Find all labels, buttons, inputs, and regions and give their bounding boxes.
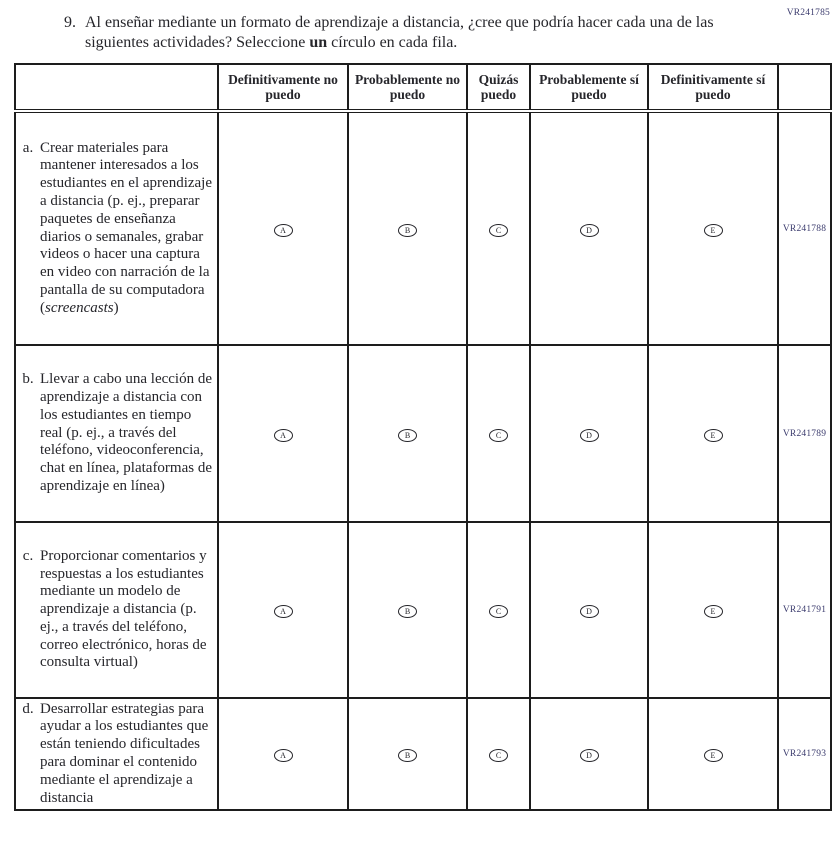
row-letter: b. xyxy=(22,371,34,388)
header-probablemente-no: Probablemente no puedo xyxy=(348,64,467,111)
answer-bubble-d-row-d[interactable]: D xyxy=(580,749,599,762)
answer-bubble-c-row-a[interactable]: C xyxy=(489,224,508,237)
answer-bubble-c-row-d[interactable]: C xyxy=(489,749,508,762)
header-definitivamente-si: Definitivamente sí puedo xyxy=(648,64,778,111)
table-row xyxy=(15,345,831,522)
answer-cell xyxy=(218,345,348,522)
row-form-code: VR241788 xyxy=(778,111,831,345)
answer-bubble-e-row-c[interactable]: E xyxy=(704,605,723,618)
row-text: Desarrollar estrategias para ayudar a los estudiantes que están teniendo dificultades para dominar el contenido mediante el aprendizaje a distancia xyxy=(40,700,209,806)
answer-bubble-a-row-a[interactable]: A xyxy=(274,224,293,237)
answer-cell xyxy=(530,522,648,698)
question-text-part2: círculo en cada fila. xyxy=(327,33,458,51)
row-form-code: VR241793 xyxy=(778,698,831,810)
answer-cell xyxy=(348,345,467,522)
table-row xyxy=(15,522,831,698)
row-form-code: VR241791 xyxy=(778,522,831,698)
header-probablemente-si: Probablemente sí puedo xyxy=(530,64,648,111)
header-definitivamente-no: Definitivamente no puedo xyxy=(218,64,348,111)
answer-cell xyxy=(467,345,530,522)
answer-cell xyxy=(467,698,530,810)
answer-bubble-b-row-b[interactable]: B xyxy=(398,429,417,442)
row-letter: d. xyxy=(22,700,34,717)
question-text-part1: Al enseñar mediante un formato de aprendizaje a distancia, ¿cree que podría hacer cada una de las siguientes actividades? Seleccione xyxy=(85,14,714,51)
answer-bubble-a-row-c[interactable]: A xyxy=(274,605,293,618)
answer-cell xyxy=(530,345,648,522)
answer-bubble-d-row-b[interactable]: D xyxy=(580,429,599,442)
answer-cell xyxy=(530,111,648,345)
answer-bubble-c-row-b[interactable]: C xyxy=(489,429,508,442)
activity-label-cell xyxy=(15,345,218,522)
header-empty-code xyxy=(778,64,831,111)
answer-cell xyxy=(348,522,467,698)
row-letter: a. xyxy=(22,139,34,156)
answer-cell xyxy=(530,698,648,810)
answer-cell xyxy=(648,111,778,345)
row-text: Llevar a cabo una lección de aprendizaje a distancia con los estudiantes en tiempo real (p. ej., a través del teléfono, videoconferencia, chat en línea, plataformas de aprendizaje en línea) xyxy=(40,371,213,494)
answer-bubble-d-row-a[interactable]: D xyxy=(580,224,599,237)
question-block xyxy=(64,13,740,52)
answer-bubble-e-row-a[interactable]: E xyxy=(704,224,723,237)
header-quizas: Quizás puedo xyxy=(467,64,530,111)
question-form-code: VR241785 xyxy=(786,8,830,18)
row-letter: c. xyxy=(22,547,34,564)
header-row xyxy=(15,64,831,111)
response-matrix-table xyxy=(14,63,832,811)
answer-bubble-a-row-b[interactable]: A xyxy=(274,429,293,442)
answer-cell xyxy=(467,111,530,345)
answer-bubble-c-row-c[interactable]: C xyxy=(489,605,508,618)
answer-cell xyxy=(218,698,348,810)
answer-bubble-b-row-d[interactable]: B xyxy=(398,749,417,762)
activity-label-cell xyxy=(15,698,218,810)
answer-cell xyxy=(648,345,778,522)
row-form-code: VR241789 xyxy=(778,345,831,522)
activity-label-cell xyxy=(15,111,218,345)
table-row xyxy=(15,111,831,345)
row-text: Crear materiales para mantener interesados a los estudiantes en el aprendizaje a distancia (p. ej., preparar paquetes de enseñanza diarios o semanales, grabar videos o hacer una captura en video con narración de la pantalla de su computadora (screencasts) xyxy=(40,139,213,316)
answer-cell xyxy=(348,111,467,345)
answer-cell xyxy=(648,522,778,698)
question-text-bold: un xyxy=(309,33,328,51)
answer-bubble-e-row-b[interactable]: E xyxy=(704,429,723,442)
question-text xyxy=(85,13,740,52)
question-number: 9. xyxy=(64,14,76,31)
table-row xyxy=(15,698,831,810)
activity-label-cell xyxy=(15,522,218,698)
header-empty-corner xyxy=(15,64,218,111)
answer-cell xyxy=(348,698,467,810)
answer-bubble-b-row-a[interactable]: B xyxy=(398,224,417,237)
answer-cell xyxy=(467,522,530,698)
answer-cell xyxy=(218,111,348,345)
answer-bubble-d-row-c[interactable]: D xyxy=(580,605,599,618)
answer-cell xyxy=(648,698,778,810)
row-text: Proporcionar comentarios y respuestas a los estudiantes mediante un modelo de aprendizaje a distancia (p. ej., a través del teléfono, correo electrónico, horas de consulta virtual) xyxy=(40,547,207,671)
answer-bubble-b-row-c[interactable]: B xyxy=(398,605,417,618)
answer-cell xyxy=(218,522,348,698)
answer-bubble-a-row-d[interactable]: A xyxy=(274,749,293,762)
answer-bubble-e-row-d[interactable]: E xyxy=(704,749,723,762)
